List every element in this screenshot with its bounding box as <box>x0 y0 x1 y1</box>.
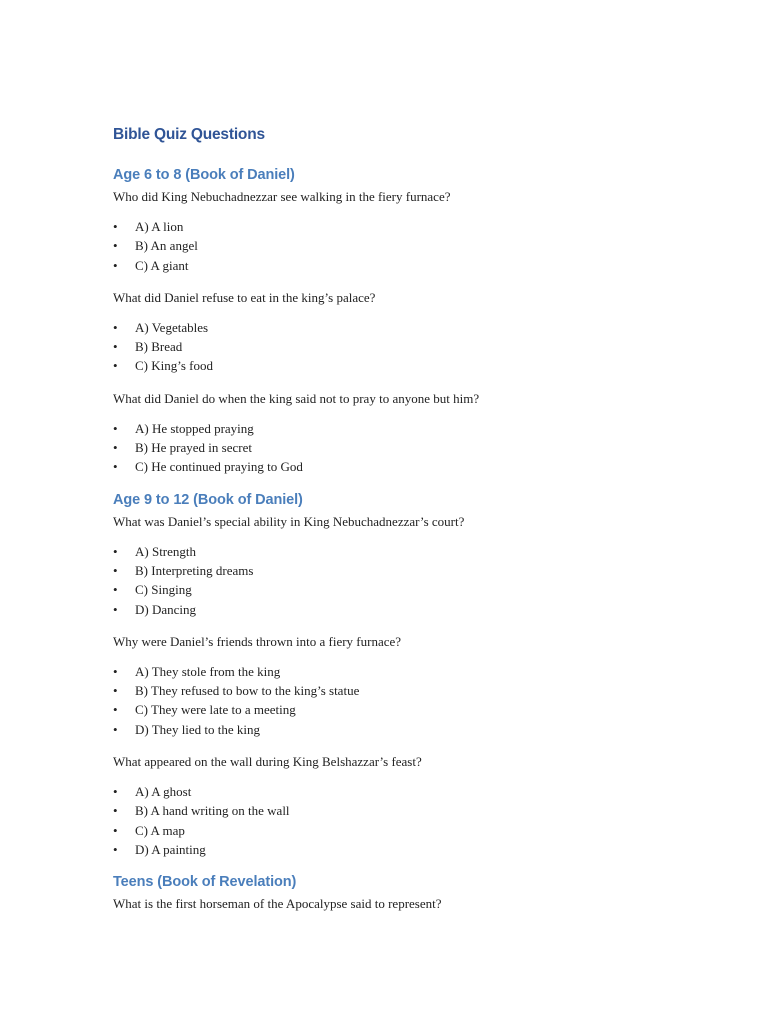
answer-option-label: A) A lion <box>135 219 184 234</box>
answer-option-label: D) Dancing <box>135 601 197 617</box>
bullet-icon: • <box>113 601 118 617</box>
answer-options-list <box>113 662 673 739</box>
answer-option-label: C) He continued praying to God <box>135 459 303 475</box>
bullet-icon: • <box>113 822 118 838</box>
answer-option <box>113 457 673 476</box>
document-page <box>113 124 673 924</box>
bullet-icon: • <box>113 440 118 456</box>
answer-option <box>113 356 673 375</box>
bullet-icon: • <box>113 784 118 800</box>
answer-options-list <box>113 542 673 619</box>
document-title: Bible Quiz Questions <box>113 126 265 143</box>
bullet-icon: • <box>113 841 118 857</box>
section-teens <box>113 872 673 913</box>
bullet-icon: • <box>113 582 118 598</box>
answer-option-label: C) A giant <box>135 257 189 273</box>
question-text: What did Daniel do when the king said not to pray to anyone but him? <box>113 390 480 406</box>
bullet-icon: • <box>113 459 118 475</box>
answer-option <box>113 256 673 275</box>
answer-option <box>113 662 673 681</box>
answer-option-label: B) A hand writing on the wall <box>135 803 290 819</box>
answer-option-label: A) Vegetables <box>135 319 209 335</box>
bullet-icon: • <box>113 683 118 699</box>
bullet-icon: • <box>113 543 118 559</box>
answer-option <box>113 542 673 561</box>
question-text: What was Daniel’s special ability in King Nebuchadnezzar’s court? <box>113 513 465 529</box>
section-age-6-to-8 <box>113 165 673 477</box>
answer-option-label: B) An angel <box>135 238 198 254</box>
answer-options-list <box>113 419 673 477</box>
answer-option <box>113 681 673 700</box>
answer-option-label: C) They were late to a meeting <box>135 702 296 718</box>
bullet-icon: • <box>113 339 118 355</box>
answer-option <box>113 419 673 438</box>
answer-option-label: B) Bread <box>135 339 183 355</box>
answer-option <box>113 840 673 859</box>
bullet-icon: • <box>113 420 118 436</box>
answer-option <box>113 801 673 820</box>
bullet-icon: • <box>113 803 118 819</box>
answer-option-label: C) Singing <box>135 582 192 598</box>
answer-option-label: B) They refused to bow to the king’s statue <box>135 683 360 699</box>
answer-option-label: C) King’s food <box>135 358 213 374</box>
answer-option-label: C) A map <box>135 822 185 838</box>
bullet-icon: • <box>113 219 118 234</box>
answer-options-list <box>113 217 673 275</box>
answer-option <box>113 561 673 580</box>
answer-option <box>113 236 673 255</box>
question-text: What appeared on the wall during King Belshazzar’s feast? <box>113 754 422 770</box>
bullet-icon: • <box>113 238 118 254</box>
answer-option-label: D) They lied to the king <box>135 721 261 737</box>
answer-option <box>113 337 673 356</box>
section-heading: Age 9 to 12 (Book of Daniel) <box>113 491 303 508</box>
bullet-icon: • <box>113 721 118 737</box>
answer-option-label: A) He stopped praying <box>135 420 254 436</box>
bullet-icon: • <box>113 562 118 578</box>
answer-option-label: A) A ghost <box>135 784 192 800</box>
section-heading: Age 6 to 8 (Book of Daniel) <box>113 167 295 183</box>
section-heading: Teens (Book of Revelation) <box>113 874 297 891</box>
answer-option <box>113 318 673 337</box>
answer-option <box>113 580 673 599</box>
answer-option-label: B) Interpreting dreams <box>135 562 254 578</box>
answer-option-label: A) They stole from the king <box>135 663 281 679</box>
bullet-icon: • <box>113 702 118 718</box>
answer-option <box>113 217 673 236</box>
question-text: What is the first horseman of the Apocalypse said to represent? <box>113 896 442 912</box>
answer-option-label: D) A painting <box>135 841 206 857</box>
question-text: What did Daniel refuse to eat in the king’s palace? <box>113 289 376 305</box>
bullet-icon: • <box>113 257 118 273</box>
answer-option-label: B) He prayed in secret <box>135 440 252 456</box>
answer-option <box>113 720 673 739</box>
question-text: Why were Daniel’s friends thrown into a fiery furnace? <box>113 633 402 649</box>
bullet-icon: • <box>113 663 118 679</box>
answer-options-list <box>113 782 673 859</box>
answer-option <box>113 600 673 619</box>
answer-option <box>113 821 673 840</box>
answer-options-list <box>113 318 673 376</box>
answer-option <box>113 782 673 801</box>
bullet-icon: • <box>113 319 118 335</box>
bullet-icon: • <box>113 358 118 374</box>
section-age-9-to-12 <box>113 490 673 860</box>
answer-option <box>113 700 673 719</box>
question-text: Who did King Nebuchadnezzar see walking in the fiery furnace? <box>113 189 451 204</box>
answer-option <box>113 438 673 457</box>
answer-option-label: A) Strength <box>135 543 197 559</box>
